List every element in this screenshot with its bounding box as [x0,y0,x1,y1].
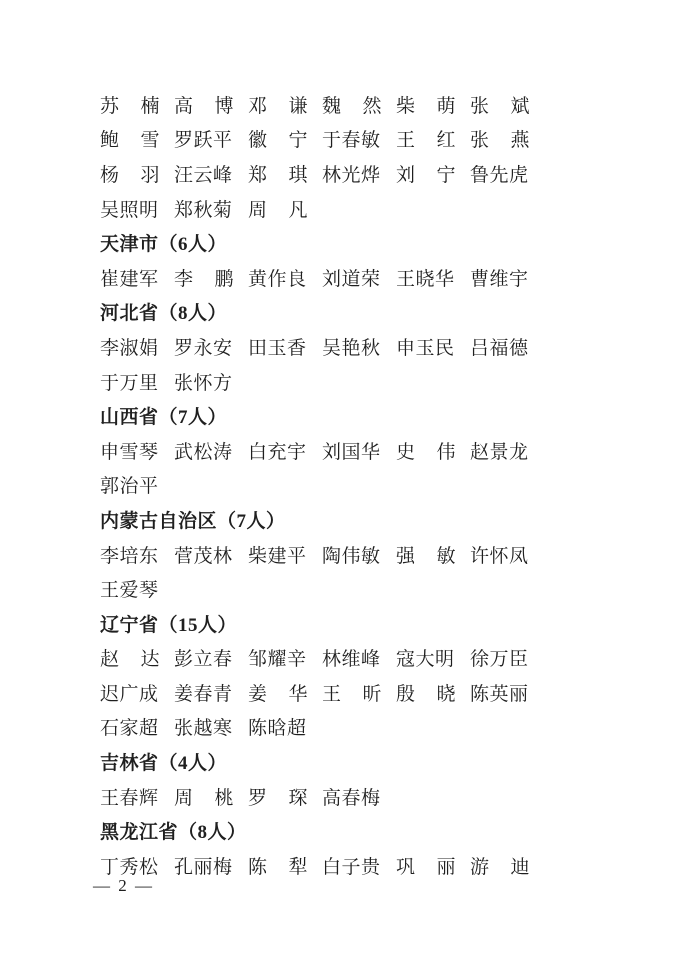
person-name: 苏楠 [100,95,160,117]
name-row [100,710,560,745]
person-name: 高博 [174,95,234,117]
region-header: 河北省（8人） [100,303,228,325]
person-name: 许怀凤 [470,545,529,567]
name-row [100,191,560,226]
person-name: 邹耀辛 [248,649,307,671]
name-row [100,848,560,883]
region-header: 山西省（7人） [100,407,228,429]
person-name: 罗跃平 [174,130,233,152]
name-row [100,571,560,606]
name-row [100,779,560,814]
person-name: 刘宁 [396,164,456,186]
person-name: 罗永安 [174,337,233,359]
region-header: 辽宁省（15人） [100,614,238,636]
person-name: 陈晗超 [248,718,307,740]
person-name: 汪云峰 [174,164,233,186]
person-name: 高春梅 [322,787,381,809]
page-number: — 2 — [93,876,154,895]
person-name: 周凡 [248,199,308,221]
name-row [100,675,560,710]
person-name: 林维峰 [322,649,381,671]
name-row [100,364,560,399]
person-name: 杨羽 [100,164,160,186]
person-name: 于万里 [100,372,159,394]
person-name: 郑琪 [248,164,308,186]
person-name: 孔丽梅 [174,856,233,878]
person-name: 张燕 [470,130,530,152]
document-content [100,87,560,883]
person-name: 张越寒 [174,718,233,740]
name-row [100,329,560,364]
name-row [100,87,560,122]
person-name: 徽宁 [248,130,308,152]
person-name: 吕福德 [470,337,529,359]
person-name: 彭立春 [174,649,233,671]
person-name: 王春辉 [100,787,159,809]
person-name: 赵达 [100,649,160,671]
region-header: 内蒙古自治区（7人） [100,510,286,532]
person-name: 史伟 [396,441,456,463]
region-header: 吉林省（4人） [100,753,228,775]
person-name: 周桃 [174,787,234,809]
person-name: 张斌 [470,95,530,117]
person-name: 王昕 [322,683,382,705]
person-name: 吴艳秋 [322,337,381,359]
name-row [100,641,560,676]
region-header: 天津市（6人） [100,234,228,256]
person-name: 崔建军 [100,268,159,290]
person-name: 姜春青 [174,683,233,705]
person-name: 陶伟敏 [322,545,381,567]
region-header: 黑龙江省（8人） [100,822,247,844]
name-row [100,260,560,295]
person-name: 巩丽 [396,856,456,878]
person-name: 张怀方 [174,372,233,394]
person-name: 李培东 [100,545,159,567]
person-name: 柴建平 [248,545,307,567]
name-row [100,156,560,191]
person-name: 徐万臣 [470,649,529,671]
name-row [100,122,560,157]
person-name: 鲍雪 [100,130,160,152]
person-name: 曹维宇 [470,268,529,290]
person-name: 吴照明 [100,199,159,221]
person-name: 寇大明 [396,649,455,671]
person-name: 黄作良 [248,268,307,290]
person-name: 邓谦 [248,95,308,117]
person-name: 姜华 [248,683,308,705]
person-name: 武松涛 [174,441,233,463]
person-name: 申玉民 [396,337,455,359]
person-name: 石家超 [100,718,159,740]
name-row [100,537,560,572]
person-name: 罗琛 [248,787,308,809]
name-row [100,433,560,468]
person-name: 殷晓 [396,683,456,705]
person-name: 白子贵 [322,856,381,878]
person-name: 柴萌 [396,95,456,117]
person-name: 李淑娟 [100,337,159,359]
name-row [100,468,560,503]
person-name: 申雪琴 [100,441,159,463]
person-name: 刘国华 [322,441,381,463]
person-name: 强敏 [396,545,456,567]
person-name: 白充宇 [248,441,307,463]
person-name: 迟广成 [100,683,159,705]
person-name: 鲁先虎 [470,164,529,186]
person-name: 魏然 [322,95,382,117]
person-name: 郑秋菊 [174,199,233,221]
person-name: 李鹏 [174,268,234,290]
person-name: 田玉香 [248,337,307,359]
person-name: 赵景龙 [470,441,529,463]
person-name: 陈犁 [248,856,308,878]
person-name: 于春敏 [322,130,381,152]
person-name: 刘道荣 [322,268,381,290]
person-name: 王红 [396,130,456,152]
person-name: 王爱琴 [100,580,159,602]
person-name: 菅茂林 [174,545,233,567]
person-name: 陈英丽 [470,683,529,705]
person-name: 丁秀松 [100,856,159,878]
person-name: 游迪 [470,856,530,878]
person-name: 林光烨 [322,164,381,186]
person-name: 郭治平 [100,476,159,498]
person-name: 王晓华 [396,268,455,290]
